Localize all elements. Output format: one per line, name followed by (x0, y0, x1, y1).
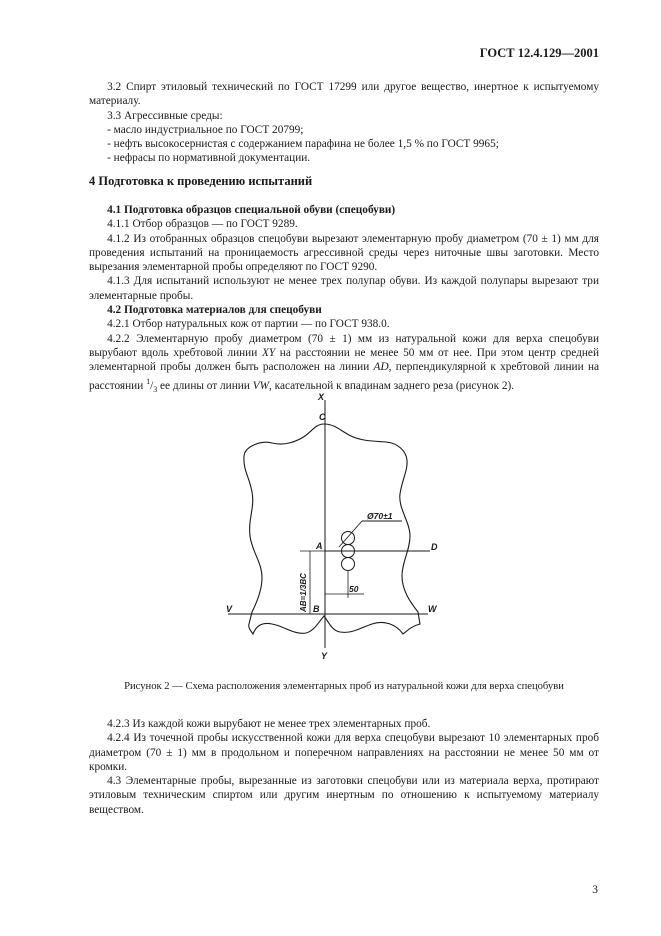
label-v: V (226, 604, 233, 614)
label-x: X (318, 392, 325, 402)
text-run: на расстоянии не менее 50 мм от нее. При этом центр средней элементарной пробы должен быть расположен на линии (89, 346, 599, 374)
line-ad: AD (373, 361, 389, 374)
label-50: 50 (349, 584, 359, 594)
subsection-4-1-title: 4.1 Подготовка образцов специальной обуви (спецобуви) (107, 204, 396, 216)
label-diameter: Ø70±1 (367, 511, 393, 521)
text-run: , перпендикулярной к хребтовой линии на расстоянии (89, 361, 600, 392)
paragraph-3-2: 3.2 Спирт этиловый технический по ГОСТ 17299 или другое вещество, инертное к испытуемому материалу. (89, 81, 599, 108)
paragraph-4-2-3: 4.2.3 Из каждой кожи вырубают не менее трех элементарных проб. (107, 718, 431, 730)
hide-outline (244, 424, 420, 634)
figure-caption: Рисунок 2 — Схема расположения элементарных проб из натуральной кожи для верха спецобуви (124, 681, 564, 692)
line-vw: VW (252, 379, 270, 392)
fraction-numerator: 1 (146, 376, 151, 386)
paragraph-4-2-1: 4.2.1 Отбор натуральных кож от партии — по ГОСТ 938.0. (107, 318, 390, 331)
label-a: A (316, 541, 323, 551)
text-run: 4.2.2 Элементарную пробу диаметром (70 ± 1) мм из натуральной кожи для верха спецобуви вырубают вдоль хребтовой линии (89, 332, 599, 359)
section-4-title: 4 Подготовка к проведению испытаний (89, 174, 313, 188)
line-xy: XY (261, 346, 276, 359)
text-run: ее длины от линии (157, 379, 253, 392)
label-c: C (319, 412, 326, 422)
section-4-continued (89, 717, 599, 817)
paragraph-4-2-4: 4.2.4 Из точечной пробы искусственной кожи для верха спецобуви вырезают 10 элементарных проб диаметром (70 ± 1) мм в продольном и поперечном направлениях на расстоянии не менее 50 мм от кромки. (89, 732, 599, 773)
paragraph-4-1-2: 4.1.2 Из отобранных образцов спецобуви вырезают элементарную пробу диаметром (70 ± 1) мм для проведения испытаний на проницаемость агрессивной среды через ниточные швы заготовки. Место вырезания элементарной пробы определяют по ГОСТ 9290. (89, 232, 599, 274)
list-item: - масло индустриальное по ГОСТ 20799; (107, 123, 304, 136)
paragraph-4-1-3: 4.1.3 Для испытаний используют не менее трех полупар обуви. Из каждой полупары вырезают три элементарные пробы. (89, 275, 599, 302)
text-run: , касательной к впадинам заднего реза (рисунок 2). (269, 379, 515, 392)
fraction-denominator: 3 (153, 384, 158, 394)
subsection-4-2-title: 4.2 Подготовка материалов для спецобуви (107, 304, 322, 317)
label-w: W (428, 604, 437, 614)
label-b: B (313, 604, 320, 614)
label-ab: AB=1/3BC (299, 573, 308, 612)
label-y: Y (321, 651, 328, 661)
list-item: - нефть высокосернистая с содержанием парафина не более 1,5 % по ГОСТ 9965; (107, 138, 499, 151)
paragraph-4-2-2: 4.2.2 Элементарную пробу диаметром (70 ± 1) мм из натуральной кожи для верха спецобуви вырубают вдоль хребтовой линии XY на расстоянии не менее 50 мм от нее. При этом центр средней элементарной пробы должен быть расположен на линии AD, перпендикулярной к хребтовой линии на расстоянии $^1/_3$ ее длины от линии VW, касательной к впадинам заднего реза (рисунок 2). (89, 332, 600, 394)
page-number: 3 (592, 884, 598, 896)
paragraph-4-3: 4.3 Элементарные пробы, вырезанные из заготовки спецобуви или из материала верха, протирают этиловым техническим спиртом или другим инертным по отношению к испытуемому материалу веществом. (89, 775, 599, 816)
paragraph-4-1-1: 4.1.1 Отбор образцов — по ГОСТ 9289. (107, 218, 298, 231)
list-item: - нефрасы по нормативной документации. (107, 152, 311, 165)
label-d: D (431, 542, 438, 552)
sample-circle (342, 558, 355, 571)
document-header: ГОСТ 12.4.129—2001 (479, 46, 599, 60)
paragraph-3-3: 3.3 Агрессивные среды: (107, 109, 223, 122)
